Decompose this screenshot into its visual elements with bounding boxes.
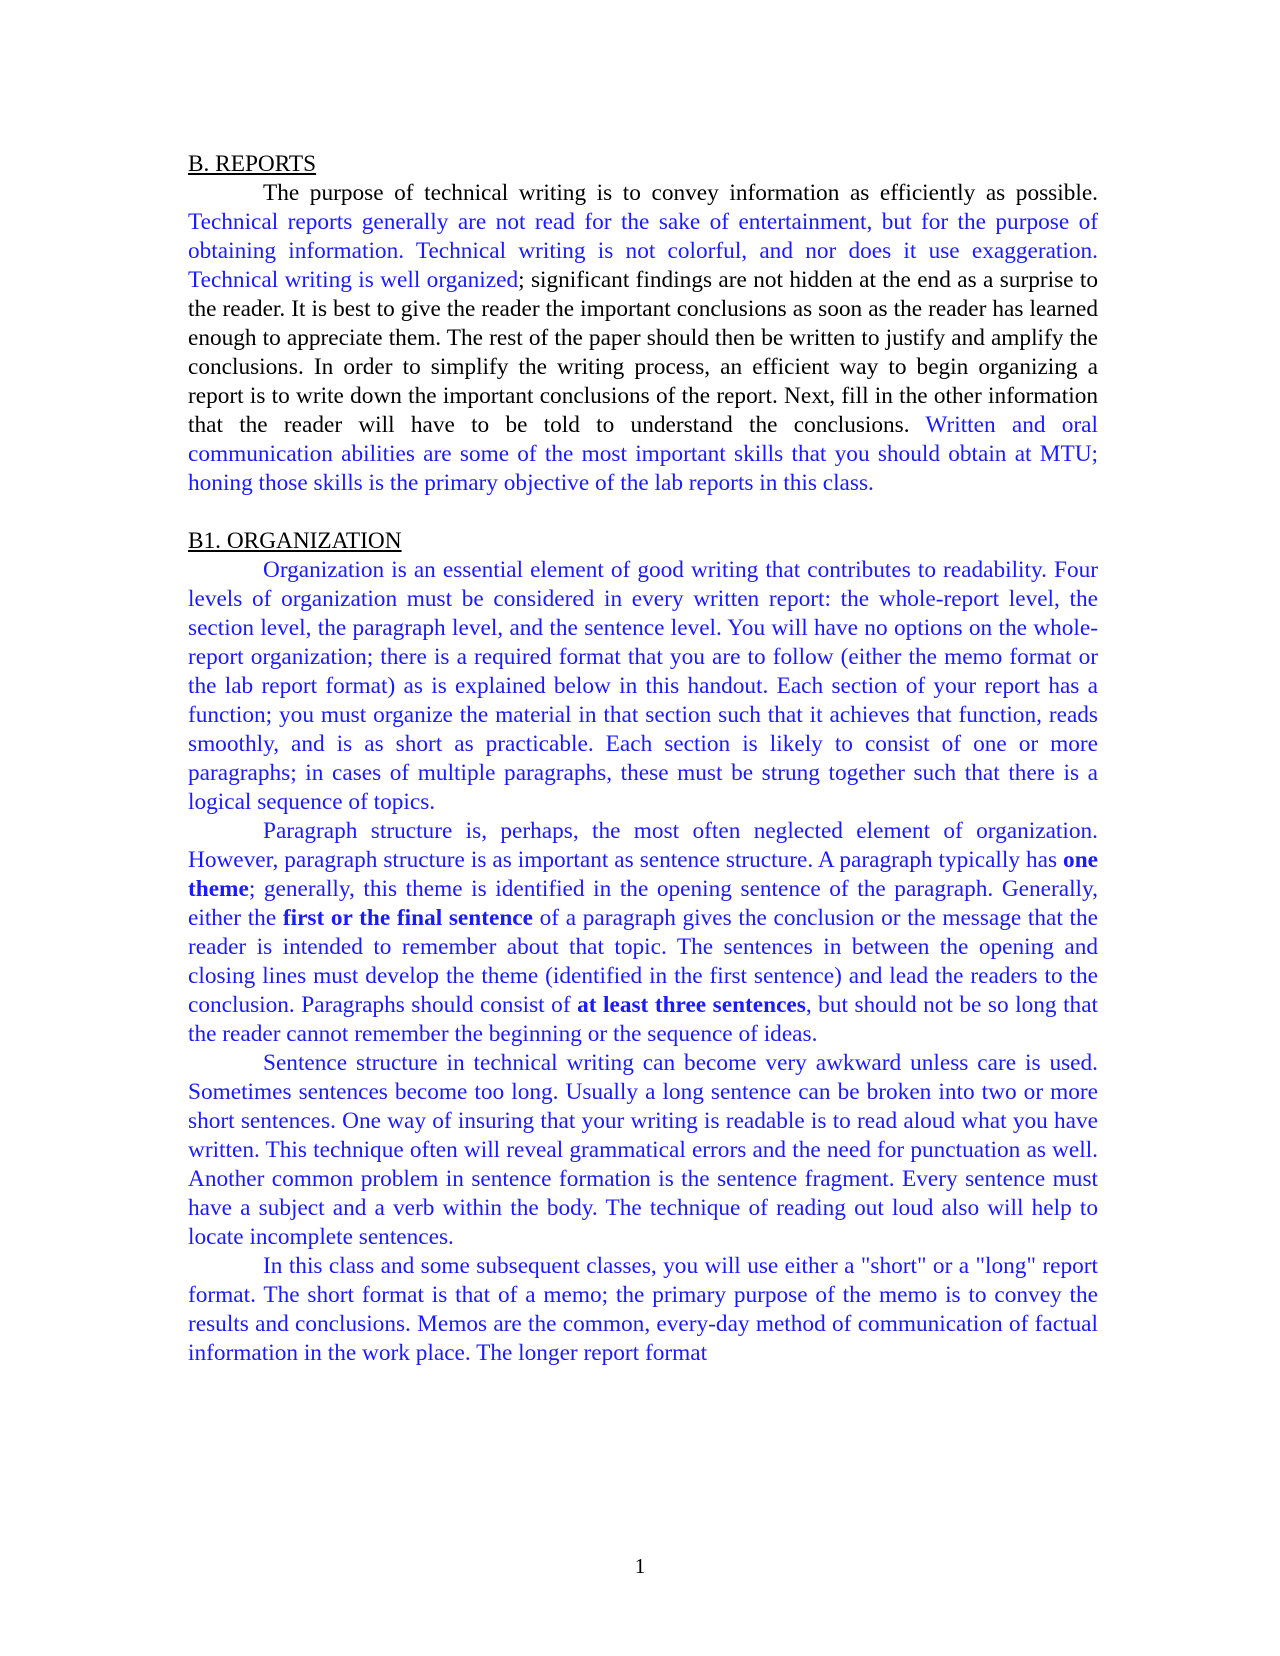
section-heading-reports: B. REPORTS [188,151,317,177]
text-run: of a paragraph gives the conclusion or the message that the reader is intended to remember about that topic. The sentences in between the opening and closing lines must develop the theme (identified in the first sentence) and lead the readers to the conclusion. Paragraphs should consist of [188,905,1098,1018]
paragraph-organization-levels [188,556,1098,817]
text-run: ; generally, this theme is identified in the opening sentence of the paragraph. Generally, either the [188,876,1098,931]
text-run: In this class and some subsequent classes, you will use either a "short" or a "long" report format. The short format is that of a memo; the primary purpose of the memo is to convey the results and conclusions. Memos are the common, every-day method of communication of factual information in the work place. The longer report format [188,1253,1098,1366]
emphasized-text: one theme [188,847,1098,902]
emphasized-text: first or the final sentence [282,905,533,931]
page-number: 1 [634,1554,646,1578]
emphasized-text: at least three sentences [577,992,806,1018]
paragraph-sentence-structure [188,1049,1098,1252]
paragraph-report-format [188,1252,1098,1368]
paragraph-paragraph-structure [188,817,1098,1049]
text-run: Sentence structure in technical writing can become very awkward unless care is used. Sometimes sentences become too long. Usually a long sentence can be broken into two or more short sentences. One way of insuring that your writing is readable is to read aloud what you have written. This technique often will reveal grammatical errors and the need for punctuation as well. Another common problem in sentence formation is the sentence fragment. Every sentence must have a subject and a verb within the body. The technique of reading out loud also will help to locate incomplete sentences. [188,1050,1098,1250]
text-run: Written and oral communication abilities are some of the most important skills that you should obtain at MTU; honing those skills is the primary objective of the lab reports in this class. [188,412,1098,496]
section-heading-organization: B1. ORGANIZATION [188,528,402,554]
text-run: Technical reports generally are not read for the sake of entertainment, but for the purpose of obtaining information. Technical writing is not colorful, and nor does it use exaggeration. Technical writing is well organized [188,209,1098,293]
section-spacer [188,498,1098,527]
text-run: ; significant findings are not hidden at the end as a surprise to the reader. It is best to give the reader the important conclusions as soon as the reader has learned enough to appreciate them. The rest of the paper should then be written to justify and amplify the conclusions. In order to simplify the writing process, an efficient way to begin organizing a report is to write down the important conclusions of the report. Next, fill in the other information that the reader will have to be told to understand the conclusions. [188,267,1098,438]
text-run: , but should not be so long that the reader cannot remember the beginning or the sequence of ideas. [188,992,1099,1047]
paragraph-reports-purpose [188,179,1098,498]
text-run: Paragraph structure is, perhaps, the most often neglected element of organization. However, paragraph structure is as important as sentence structure. A paragraph typically has [188,818,1098,873]
document-page [188,150,1098,1368]
text-run: The purpose of technical writing is to convey information as efficiently as possible. [263,180,1098,206]
text-run: Organization is an essential element of good writing that contributes to readability. Four levels of organization must be considered in every written report: the whole-report level, the section level, the paragraph level, and the sentence level. You will have no options on the whole-report organization; there is a required format that you are to follow (either the memo format or the lab report format) as is explained below in this handout. Each section of your report has a function; you must organize the material in that section such that it achieves that function, reads smoothly, and is as short as practicable. Each section is likely to consist of one or more paragraphs; in cases of multiple paragraphs, these must be strung together such that there is a logical sequence of topics. [188,557,1098,815]
